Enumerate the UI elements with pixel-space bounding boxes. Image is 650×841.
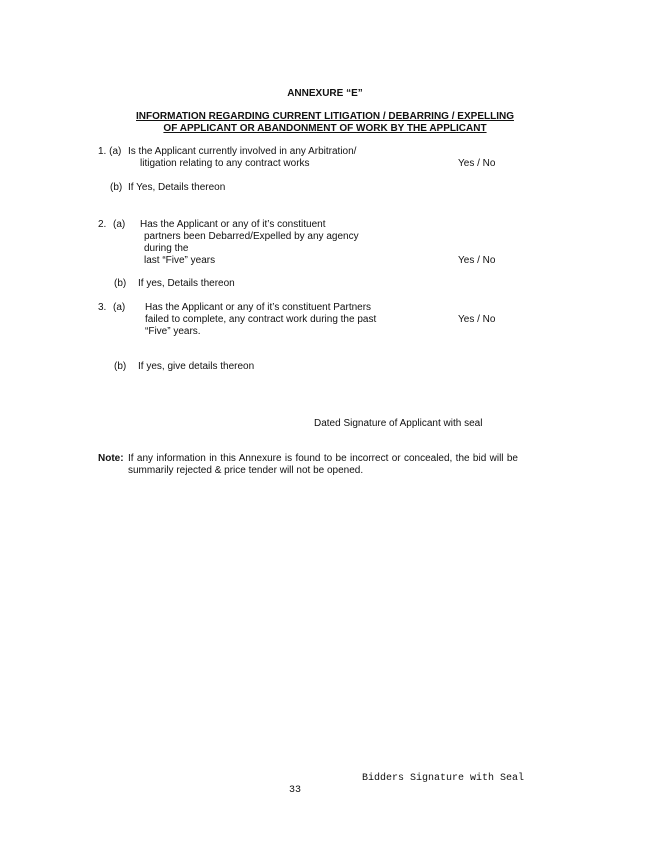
item-2-b-text: If yes, Details thereon: [138, 278, 235, 289]
note-label: Note:: [98, 453, 124, 464]
item-1-answer: Yes / No: [458, 158, 496, 169]
item-2-b-label: (b): [114, 278, 127, 289]
item-2-answer: Yes / No: [458, 255, 496, 266]
item-2-question-line-2: partners been Debarred/Expelled by any agency: [144, 231, 359, 242]
item-2-question-line-1: Has the Applicant or any of it’s constituent: [140, 219, 326, 230]
item-2-number: 2.: [98, 219, 107, 230]
item-3-label: (a): [113, 302, 126, 313]
item-1-b-label: (b): [110, 182, 123, 193]
item-1-label: 1. (a): [98, 146, 122, 157]
item-3-question-line-1: Has the Applicant or any of it’s constituent Partners: [145, 302, 372, 313]
item-3-number: 3.: [98, 302, 107, 313]
item-3-question-line-3: “Five” years.: [145, 326, 201, 337]
heading-line-2: OF APPLICANT OR ABANDONMENT OF WORK BY THE APPLICANT: [163, 123, 487, 134]
item-3-question-line-2: failed to complete, any contract work during the past: [145, 314, 377, 325]
annexure-title: ANNEXURE “E”: [287, 88, 363, 99]
item-2-question-line-3: during the: [144, 243, 189, 254]
item-2-question-line-4: last “Five” years: [144, 255, 216, 266]
item-1-question-line-1: Is the Applicant currently involved in any Arbitration/: [128, 146, 357, 157]
item-3-b-text: If yes, give details thereon: [138, 361, 255, 372]
page-number: 33: [289, 785, 302, 796]
item-3-answer: Yes / No: [458, 314, 496, 325]
heading-line-1-part-1: INFORMATION REGARDING CURRENT LITIGATION / DEBARRING /: [136, 111, 455, 122]
item-1-b-text: If Yes, Details thereon: [128, 182, 226, 193]
item-3-b-label: (b): [114, 361, 127, 372]
item-2-label: (a): [113, 219, 126, 230]
heading-line-1-part-2: EXPELLING: [454, 111, 514, 122]
applicant-signature-line: Dated Signature of Applicant with seal: [314, 418, 483, 429]
bidder-signature-footer: Bidders Signature with Seal: [362, 773, 525, 784]
heading-line-1: [0, 111, 650, 123]
note-text: If any information in this Annexure is found to be incorrect or concealed, the bid will be summarily rejected & price tender will not be opened.: [128, 453, 518, 476]
item-1-question-line-2: litigation relating to any contract works: [140, 158, 310, 169]
